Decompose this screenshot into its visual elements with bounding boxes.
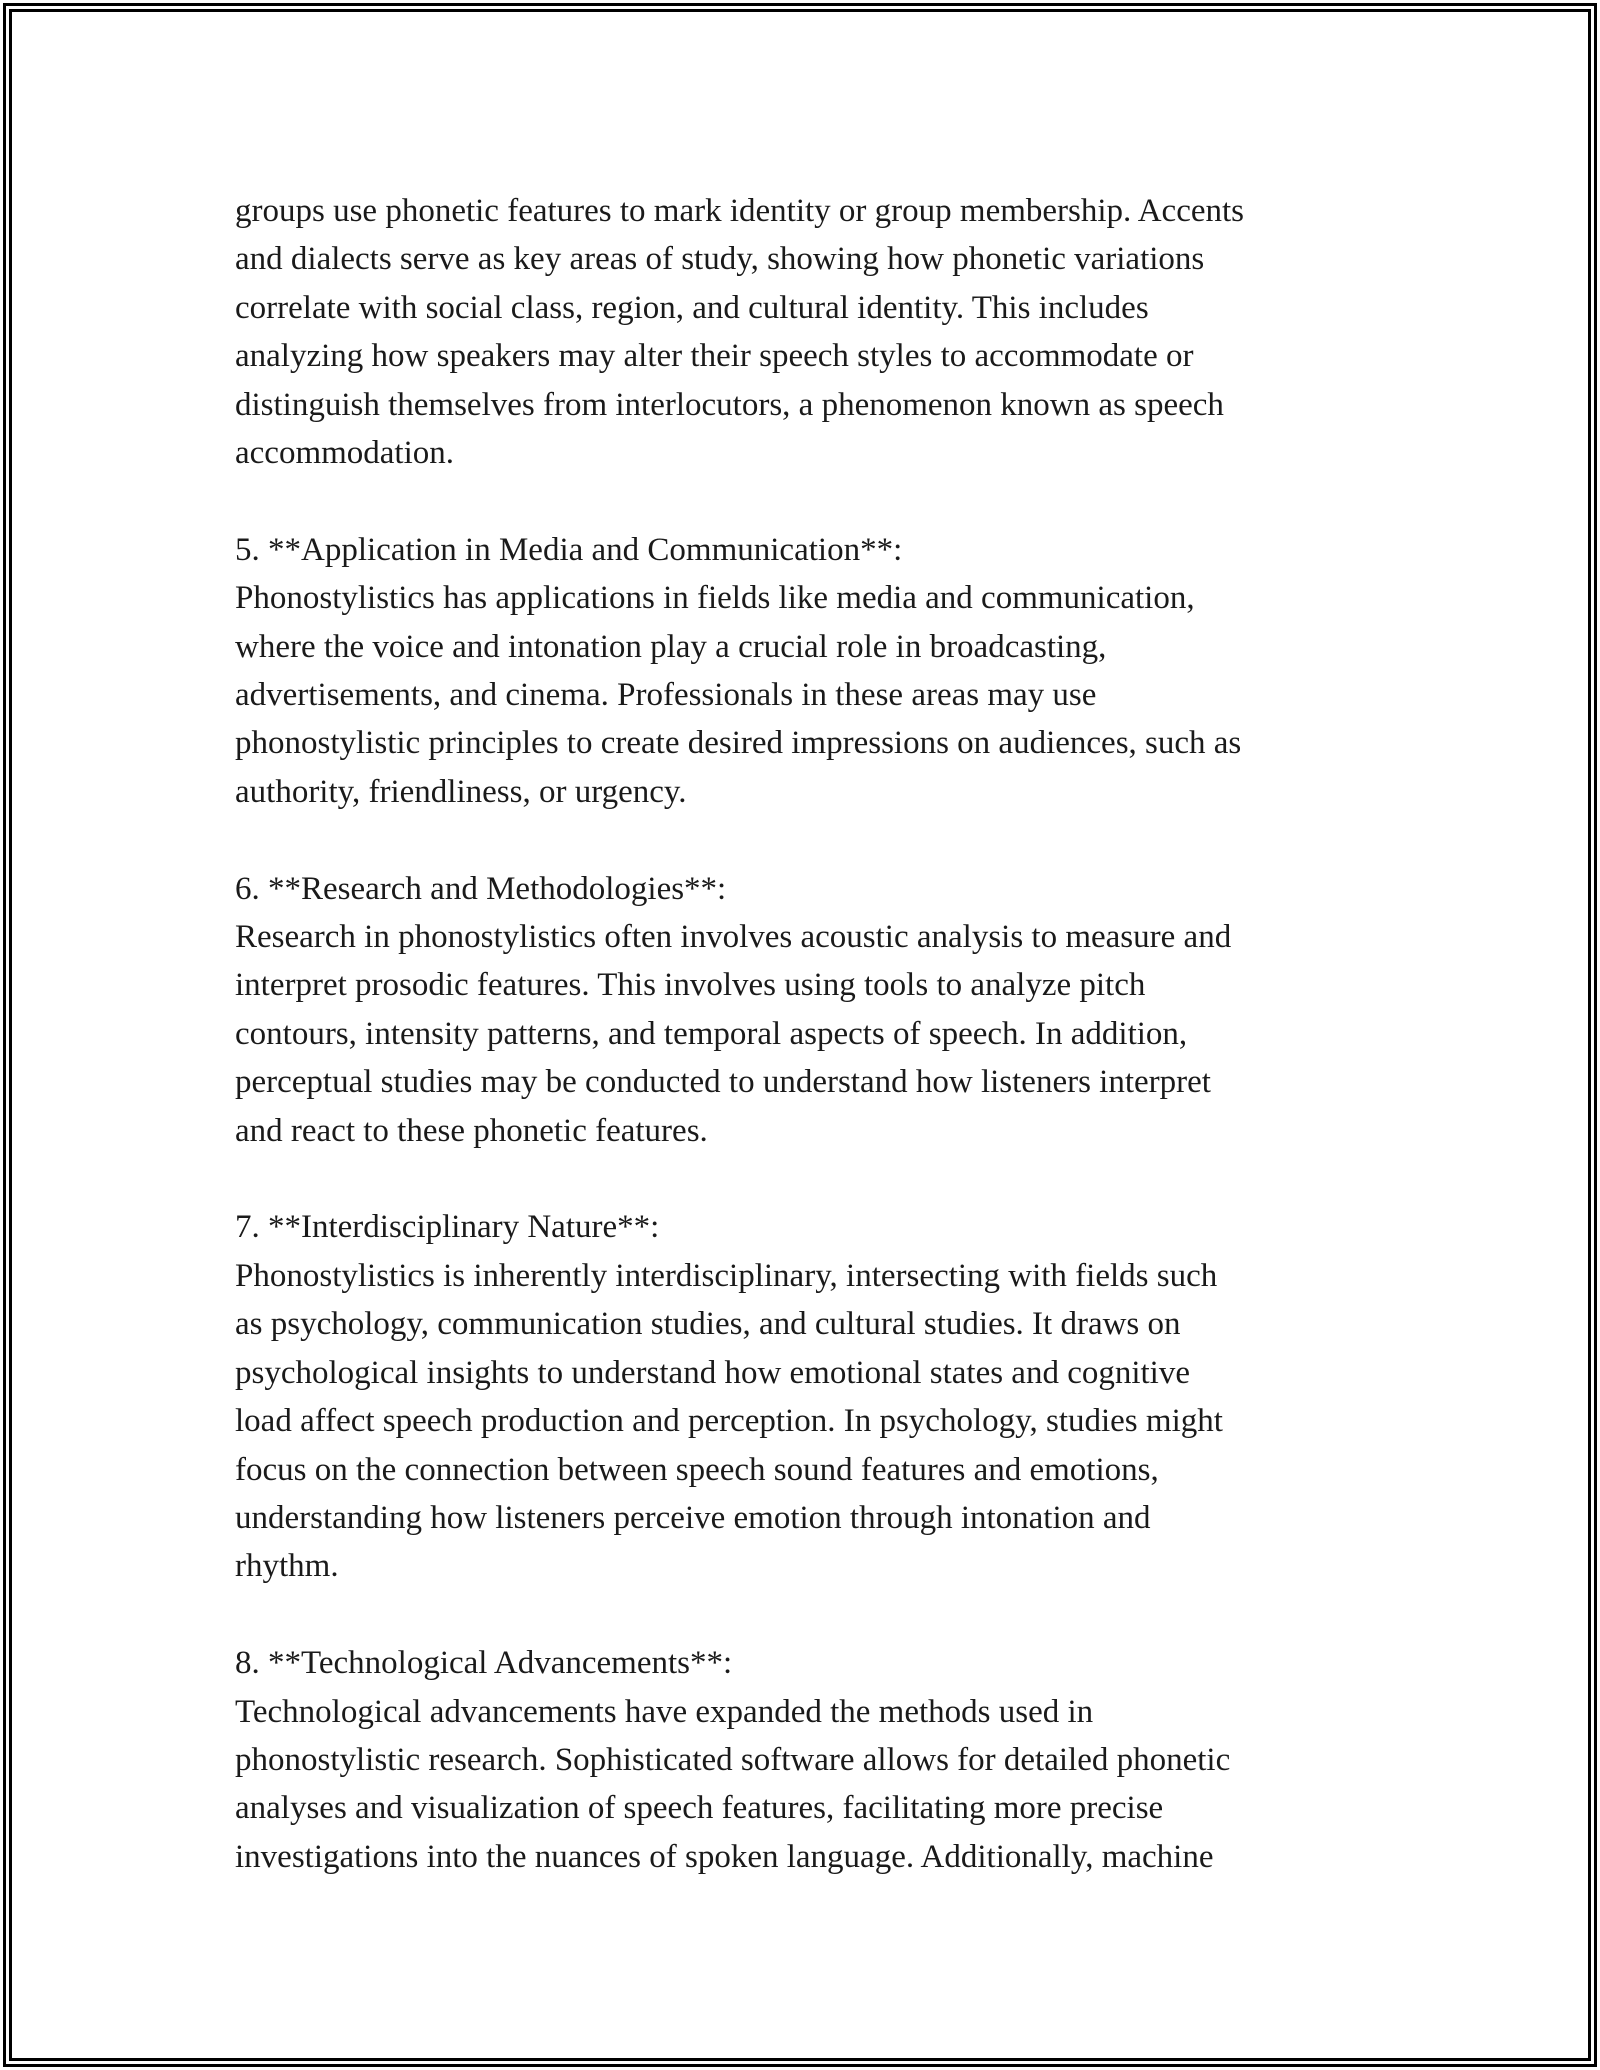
text-line: and dialects serve as key areas of study, showing how phonetic variations bbox=[235, 241, 1205, 278]
text-line: analyzing how speakers may alter their speech styles to accommodate or bbox=[235, 338, 1194, 375]
text-line: advertisements, and cinema. Professionals in these areas may use bbox=[235, 677, 1097, 714]
section-heading: 7. **Interdisciplinary Nature**: bbox=[235, 1209, 660, 1246]
text-line: phonostylistic research. Sophisticated software allows for detailed phonetic bbox=[235, 1741, 1231, 1778]
text-line: authority, friendliness, or urgency. bbox=[235, 773, 687, 810]
text-line: and react to these phonetic features. bbox=[235, 1112, 708, 1149]
text-line: load affect speech production and perception. In psychology, studies might bbox=[235, 1403, 1223, 1440]
text-line: groups use phonetic features to mark identity or group membership. Accents bbox=[235, 193, 1244, 229]
text-line: interpret prosodic features. This involves using tools to analyze pitch bbox=[235, 967, 1146, 1004]
text-line: investigations into the nuances of spoken language. Additionally, machine bbox=[235, 1838, 1214, 1875]
paragraph-speech-accommodation bbox=[235, 187, 1365, 477]
text-line: phonostylistic principles to create desired impressions on audiences, such as bbox=[235, 725, 1242, 762]
text-line: correlate with social class, region, and cultural identity. This includes bbox=[235, 289, 1149, 326]
text-line: analyses and visualization of speech features, facilitating more precise bbox=[235, 1790, 1164, 1827]
section-heading: 8. **Technological Advancements**: bbox=[235, 1645, 733, 1682]
text-line: Phonostylistics is inherently interdisciplinary, intersecting with fields such bbox=[235, 1257, 1218, 1294]
text-line: understanding how listeners perceive emotion through intonation and bbox=[235, 1499, 1151, 1536]
text-line: contours, intensity patterns, and temporal aspects of speech. In addition, bbox=[235, 1015, 1188, 1052]
text-line: rhythm. bbox=[235, 1548, 339, 1585]
section-heading: 6. **Research and Methodologies**: bbox=[235, 870, 727, 907]
section-5-media-communication bbox=[235, 526, 1365, 816]
text-line: Research in phonostylistics often involves acoustic analysis to measure and bbox=[235, 919, 1232, 956]
text-line: perceptual studies may be conducted to understand how listeners interpret bbox=[235, 1064, 1211, 1101]
section-6-research-methodologies bbox=[235, 865, 1365, 1155]
section-heading: 5. **Application in Media and Communication**: bbox=[235, 531, 903, 568]
text-line: as psychology, communication studies, and cultural studies. It draws on bbox=[235, 1306, 1181, 1343]
section-7-interdisciplinary-nature bbox=[235, 1203, 1365, 1590]
text-line: psychological insights to understand how emotional states and cognitive bbox=[235, 1354, 1191, 1391]
section-8-technological-advancements bbox=[235, 1639, 1365, 1881]
document-body bbox=[235, 187, 1365, 1930]
text-line: Phonostylistics has applications in fields like media and communication, bbox=[235, 580, 1195, 617]
text-line: focus on the connection between speech sound features and emotions, bbox=[235, 1451, 1159, 1488]
text-line: accommodation. bbox=[235, 435, 455, 472]
text-line: where the voice and intonation play a crucial role in broadcasting, bbox=[235, 628, 1107, 665]
text-line: distinguish themselves from interlocutors, a phenomenon known as speech bbox=[235, 386, 1224, 423]
text-line: Technological advancements have expanded the methods used in bbox=[235, 1693, 1094, 1730]
